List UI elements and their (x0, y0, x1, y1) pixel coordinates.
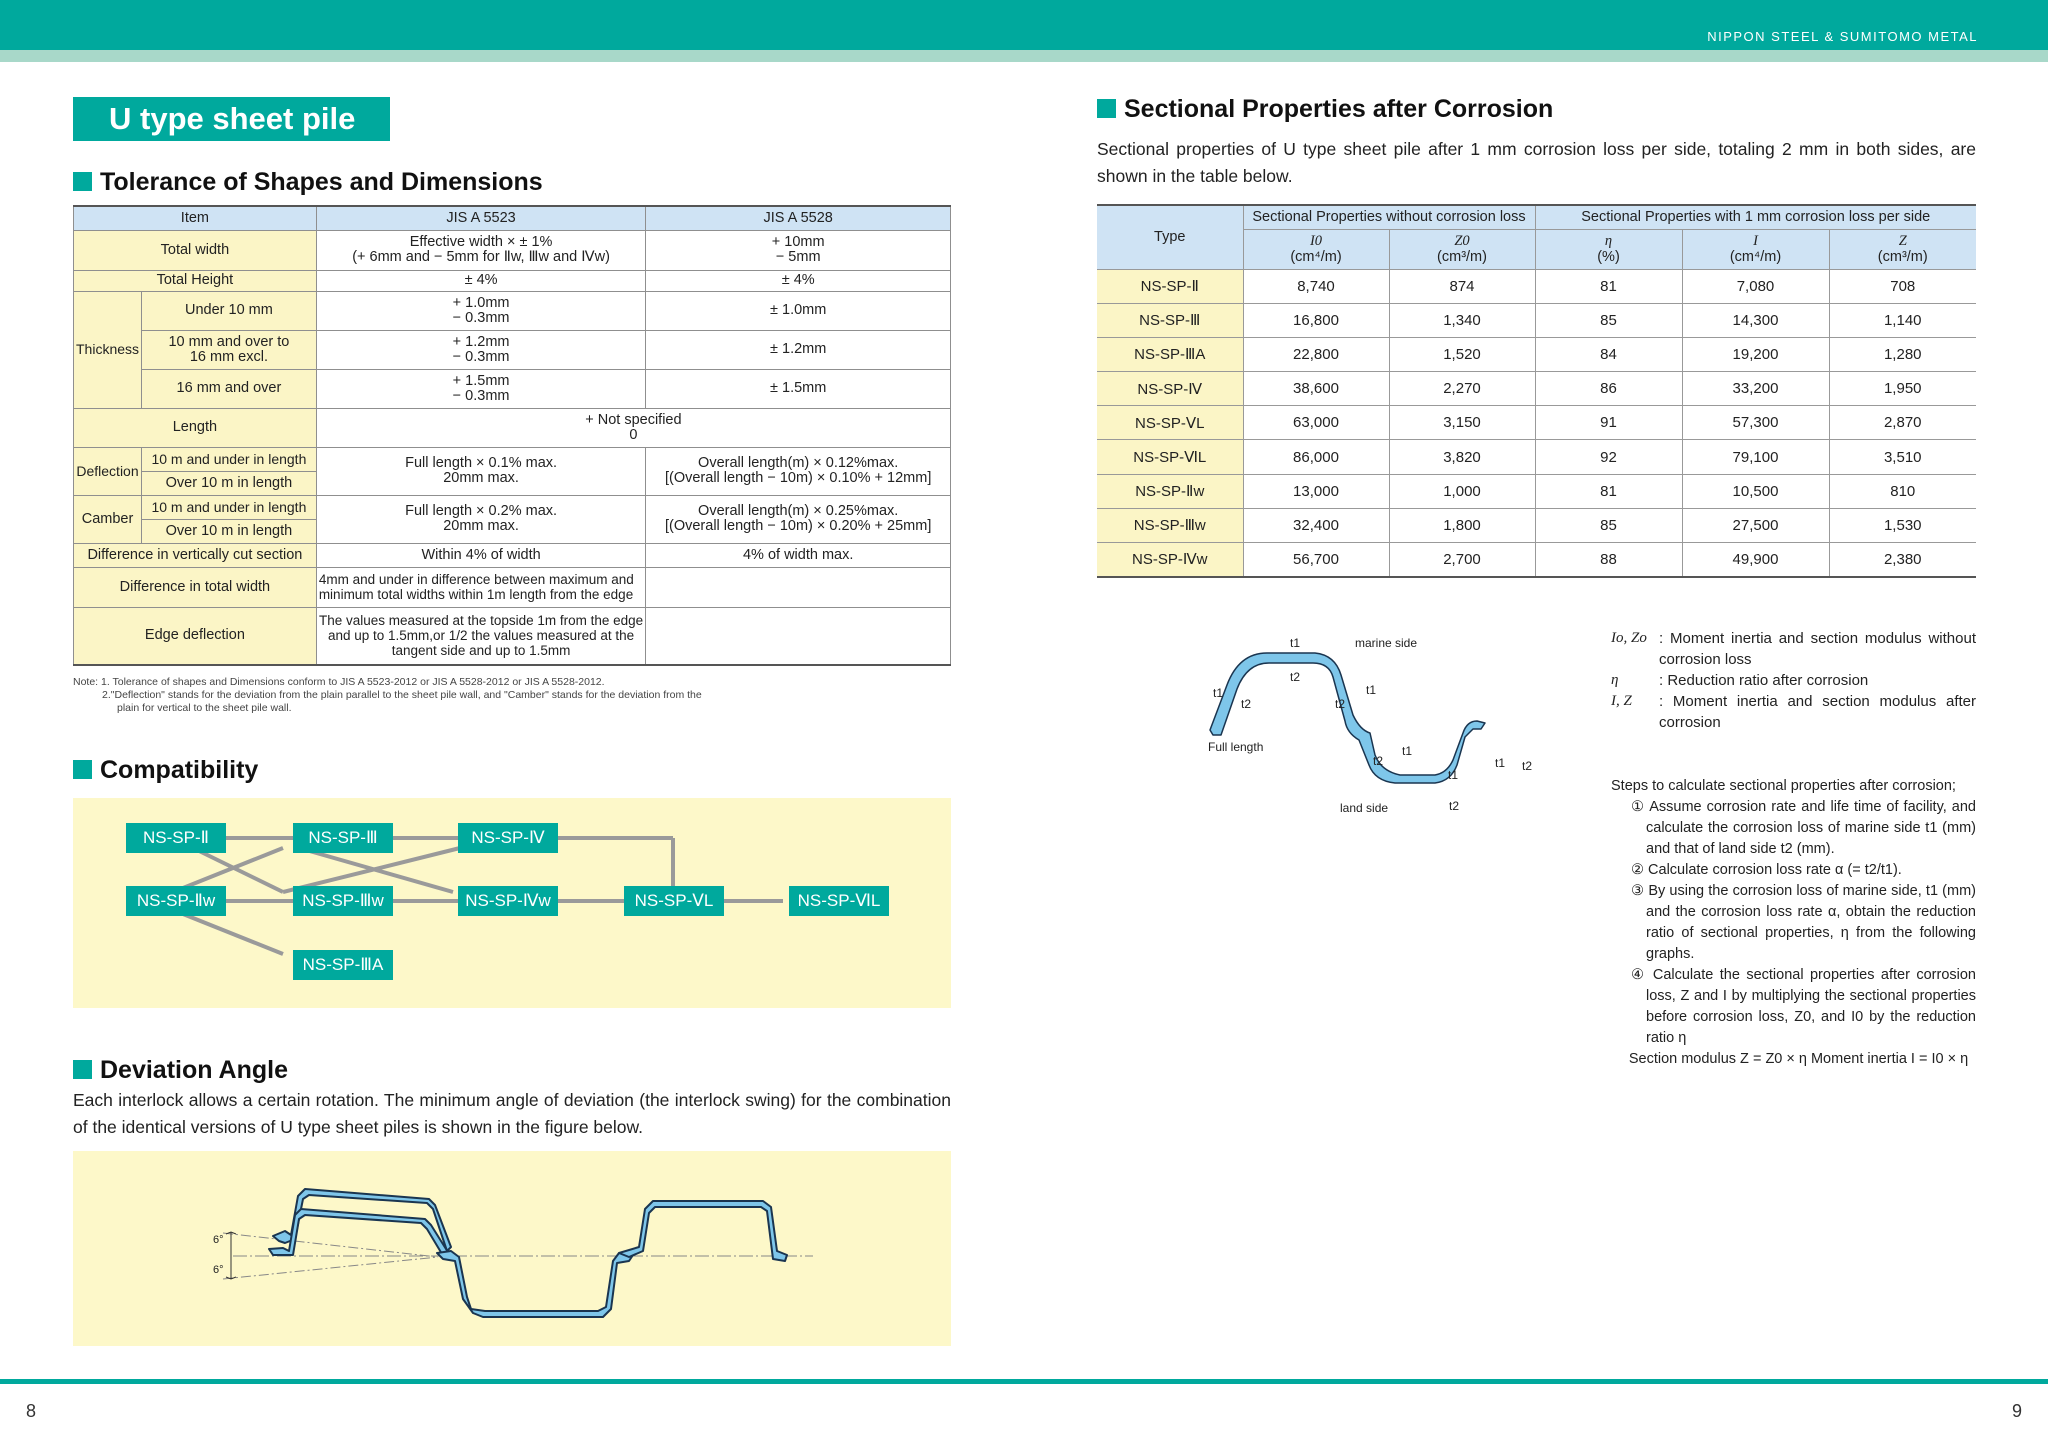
table-row: Length + Not specified 0 (74, 408, 951, 447)
cell-z: 1,530 (1829, 508, 1976, 542)
table-row: 16 mm and over + 1.5mm − 0.3mm ± 1.5mm (74, 369, 951, 408)
compatibility-diagram (73, 798, 951, 1008)
compat-box-ns-sp-3: NS-SP-Ⅲ (293, 823, 393, 853)
deviation-heading: Deviation Angle (73, 1055, 288, 1085)
sp-header-row-2: I0 (cm⁴/m) Z0 (cm³/m) η (%) I (cm⁴/m) Z (cm³/m) (1097, 229, 1976, 269)
footer-line (0, 1379, 2048, 1384)
table-row: Total width Effective width × ± 1% (+ 6mm and − 5mm for Ⅱw, Ⅲw and Ⅳw) + 10mm − 5mm (74, 230, 951, 270)
heading-square-icon (73, 760, 92, 779)
cell-z0: 3,150 (1389, 406, 1535, 440)
deviation-text: Each interlock allows a certain rotation. The minimum angle of deviation (the interlock swing) for the combination of the identical versions of U type sheet piles is shown in the figure below. (73, 1090, 951, 1137)
tolerance-header-row (74, 206, 951, 230)
t2-label: t2 (1449, 799, 1460, 813)
cell-eta: 81 (1535, 269, 1682, 303)
table-row (1097, 303, 1976, 337)
t2-label: t2 (1290, 670, 1301, 684)
table-row (1097, 269, 1976, 303)
table-row: Edge deflection The values measured at the topside 1m from the edge and up to 1.5mm,or 1/2 the values measured at the tangent side and up to 1.5mm (74, 607, 951, 665)
land-side-label: land side (1340, 801, 1389, 815)
cell-z: 810 (1829, 474, 1976, 508)
t1-label: t1 (1213, 686, 1224, 700)
cell-z: 1,280 (1829, 337, 1976, 371)
heading-square-icon (73, 172, 92, 191)
cell-z0: 874 (1389, 269, 1535, 303)
cell-i0: 56,700 (1243, 543, 1389, 577)
sp-body (1097, 269, 1976, 577)
cell-z0: 1,340 (1389, 303, 1535, 337)
brand-name: NIPPON STEEL & SUMITOMO METAL (1707, 29, 1978, 44)
cell-eta: 85 (1535, 508, 1682, 542)
compat-box-ns-sp-2w: NS-SP-Ⅱw (126, 886, 226, 916)
cell-z0: 1,520 (1389, 337, 1535, 371)
col-group-with: Sectional Properties with 1 mm corrosion loss per side (1535, 205, 1976, 229)
cell-type: NS-SP-ⅥL (1097, 440, 1243, 474)
cell-type: NS-SP-ⅤL (1097, 406, 1243, 440)
cell-z0: 3,820 (1389, 440, 1535, 474)
angle-label-bottom: 6° (213, 1264, 224, 1276)
table-row (1097, 406, 1976, 440)
steps-title: Steps to calculate sectional properties after corrosion; (1611, 778, 1956, 794)
cell-i: 57,300 (1682, 406, 1829, 440)
table-row (1097, 337, 1976, 371)
cell-eta: 85 (1535, 303, 1682, 337)
corrosion-text: Sectional properties of U type sheet pile after 1 mm corrosion loss per side, totaling 2 mm in both sides, are shown in the table below. (1097, 139, 1976, 186)
col-item: Item (74, 206, 317, 230)
sectional-properties-table (1097, 204, 1976, 578)
calculation-steps (1611, 776, 1976, 1070)
cell-z0: 1,800 (1389, 508, 1535, 542)
col-type: Type (1097, 205, 1243, 269)
cell-type: NS-SP-Ⅱ (1097, 269, 1243, 303)
table-row (1097, 440, 1976, 474)
angle-label-top: 6° (213, 1234, 224, 1246)
step-4: ④ Calculate the sectional properties after corrosion loss, Z and I by multiplying the sectional properties before corrosion loss, Z0, and I0 by the reduction ratio η (1631, 967, 1976, 1046)
cell-i0: 13,000 (1243, 474, 1389, 508)
table-row: Total Height ± 4% ± 4% (74, 270, 951, 291)
cell-i: 27,500 (1682, 508, 1829, 542)
cell-eta: 84 (1535, 337, 1682, 371)
page-number-left: 8 (26, 1401, 37, 1421)
compat-box-ns-sp-2: NS-SP-Ⅱ (126, 823, 226, 853)
cell-i0: 38,600 (1243, 372, 1389, 406)
cell-z0: 1,000 (1389, 474, 1535, 508)
table-row (1097, 372, 1976, 406)
cell-z: 3,510 (1829, 440, 1976, 474)
cell-z: 1,140 (1829, 303, 1976, 337)
t1-label: t1 (1448, 768, 1459, 782)
table-row: Thickness Under 10 mm + 1.0mm − 0.3mm ± 1.0mm (74, 291, 951, 330)
cell-i: 10,500 (1682, 474, 1829, 508)
table-row (1097, 508, 1976, 542)
t2-label: t2 (1241, 697, 1252, 711)
compatibility-heading: Compatibility (73, 755, 258, 785)
table-row: 10 mm and over to 16 mm excl. + 1.2mm − 0.3mm ± 1.2mm (74, 330, 951, 369)
symbol-legend: Io, Zo : Moment inertia and section modulus without corrosion loss η : Reduction ratio after corrosion I, Z : Moment inertia and section modulus after corrosion (1611, 630, 1976, 731)
cell-z: 1,950 (1829, 372, 1976, 406)
corrosion-section-diagram (1195, 625, 1545, 825)
cell-z: 708 (1829, 269, 1976, 303)
t1-label: t1 (1495, 756, 1506, 770)
cell-type: NS-SP-Ⅳ (1097, 372, 1243, 406)
cell-eta: 86 (1535, 372, 1682, 406)
step-3: ③ By using the corrosion loss of marine side, t1 (mm) and the corrosion loss rate α, obtain the reduction ratio of sectional properties, η from the following graphs. (1631, 883, 1976, 962)
cell-i0: 86,000 (1243, 440, 1389, 474)
t2-label: t2 (1373, 754, 1384, 768)
cell-i: 19,200 (1682, 337, 1829, 371)
tolerance-heading: Tolerance of Shapes and Dimensions (73, 167, 543, 197)
cell-i0: 16,800 (1243, 303, 1389, 337)
table-row: Over 10 m in length (74, 471, 951, 495)
cell-i: 79,100 (1682, 440, 1829, 474)
compat-box-ns-sp-3a: NS-SP-ⅢA (293, 950, 393, 980)
table-row: Deflection 10 m and under in length Full length × 0.1% max. 20mm max. Overall length(m) × 0.12%max. [(Overall length − 10m) × 0.10% + 12mm] (74, 447, 951, 471)
table-row (1097, 474, 1976, 508)
cell-i0: 32,400 (1243, 508, 1389, 542)
sp-header-row-1 (1097, 205, 1976, 229)
compat-box-ns-sp-4w: NS-SP-Ⅳw (458, 886, 558, 916)
step-1: ① Assume corrosion rate and life time of facility, and calculate the corrosion loss of marine side t1 (mm) and that of land side t2 (mm). (1631, 799, 1976, 857)
t2-label: t2 (1522, 759, 1533, 773)
cell-i: 33,200 (1682, 372, 1829, 406)
top-bar-accent (0, 50, 2048, 62)
deviation-figure (73, 1151, 951, 1346)
cell-z0: 2,700 (1389, 543, 1535, 577)
table-row: Camber 10 m and under in length Full length × 0.2% max. 20mm max. Overall length(m) × 0.25%max. [(Overall length − 10m) × 0.20% + 25mm] (74, 495, 951, 519)
marine-side-label: marine side (1355, 636, 1418, 650)
col-group-without: Sectional Properties without corrosion loss (1243, 205, 1535, 229)
cell-z0: 2,270 (1389, 372, 1535, 406)
cell-eta: 88 (1535, 543, 1682, 577)
t1-label: t1 (1402, 744, 1413, 758)
step-2: ② Calculate corrosion loss rate α (= t2/t1). (1631, 862, 1902, 878)
cell-type: NS-SP-Ⅱw (1097, 474, 1243, 508)
t1-label: t1 (1290, 636, 1301, 650)
table-row (1097, 543, 1976, 577)
compat-box-ns-sp-4: NS-SP-Ⅳ (458, 823, 558, 853)
compat-box-ns-sp-3w: NS-SP-Ⅲw (293, 886, 393, 916)
cell-type: NS-SP-Ⅲ (1097, 303, 1243, 337)
cell-i: 7,080 (1682, 269, 1829, 303)
t1-label: t1 (1366, 683, 1377, 697)
cell-eta: 91 (1535, 406, 1682, 440)
compat-box-ns-sp-6l: NS-SP-ⅥL (789, 886, 889, 916)
heading-square-icon (1097, 99, 1116, 118)
page-number-right: 9 (2011, 1401, 2022, 1421)
tolerance-table (73, 205, 951, 666)
table-row: Over 10 m in length (74, 519, 951, 543)
cell-type: NS-SP-Ⅲw (1097, 508, 1243, 542)
cell-type: NS-SP-ⅢA (1097, 337, 1243, 371)
table-row: Difference in total width 4mm and under in difference between maximum and minimum total widths within 1m length from the edge (74, 567, 951, 607)
compat-box-ns-sp-5l: NS-SP-ⅤL (624, 886, 724, 916)
deviation-diagram (73, 1151, 951, 1346)
cell-i0: 22,800 (1243, 337, 1389, 371)
cell-type: NS-SP-Ⅳw (1097, 543, 1243, 577)
page-title: U type sheet pile (73, 97, 390, 141)
cell-i: 14,300 (1682, 303, 1829, 337)
table-row: Difference in vertically cut section Within 4% of width 4% of width max. (74, 543, 951, 567)
cell-i: 49,900 (1682, 543, 1829, 577)
cell-eta: 81 (1535, 474, 1682, 508)
tolerance-notes: Note: 1. Tolerance of shapes and Dimensions conform to JIS A 5523-2012 or JIS A 5528-2012 or JIS A 5528-2012. 2."Deflection" stands for the deviation from the plain parallel to the sheet pile wall, and "Camber" stands for the deviation from the plain for vertical to the sheet pile wall. (73, 676, 702, 714)
cell-z: 2,380 (1829, 543, 1976, 577)
cell-z: 2,870 (1829, 406, 1976, 440)
heading-square-icon (73, 1060, 92, 1079)
col-jis-5528: JIS A 5528 (646, 206, 951, 230)
corrosion-heading: Sectional Properties after Corrosion (1097, 94, 1553, 124)
t2-label: t2 (1335, 697, 1346, 711)
formula: Section modulus Z = Z0 × η Moment inertia I = I0 × η (1628, 1051, 1969, 1067)
full-length-label: Full length (1208, 740, 1264, 754)
cell-eta: 92 (1535, 440, 1682, 474)
col-jis-5523: JIS A 5523 (316, 206, 646, 230)
cell-i0: 63,000 (1243, 406, 1389, 440)
cell-i0: 8,740 (1243, 269, 1389, 303)
